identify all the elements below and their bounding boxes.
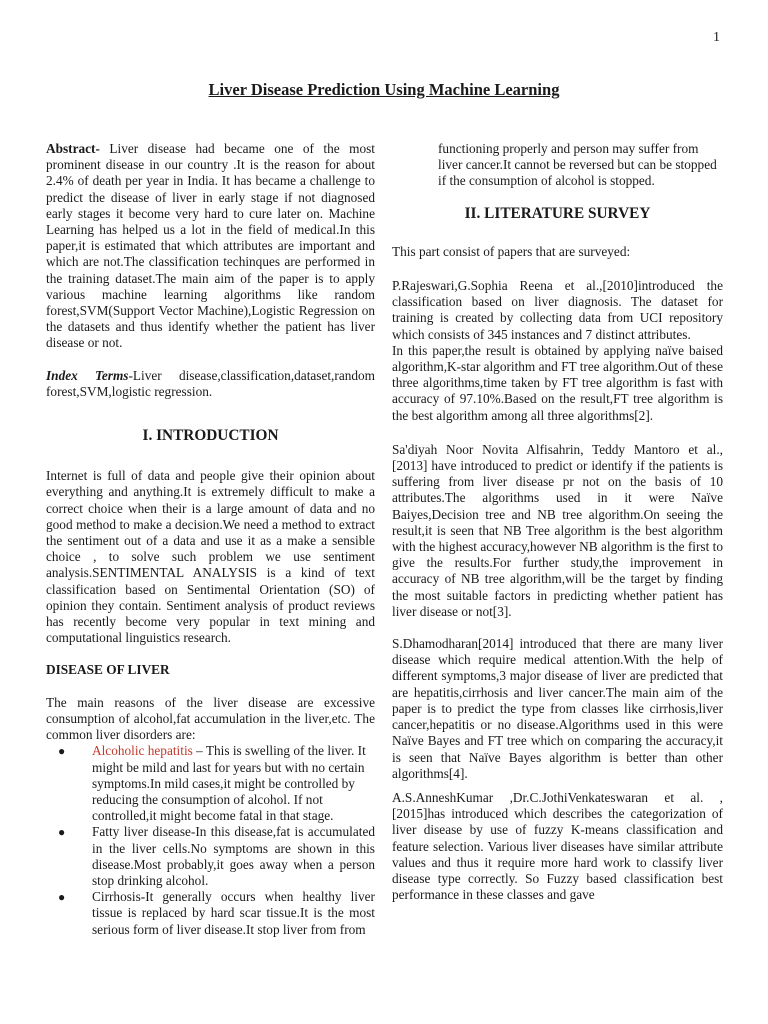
disease-text: Fatty liver disease-In this disease,fat is accumulated in the liver cells.No symptoms are shown in this disease.Most probably,it goes away when a person stop drinking alcohol. — [92, 824, 375, 888]
bullet-icon: ● — [58, 890, 66, 905]
literature-heading: II. LITERATURE SURVEY — [464, 204, 651, 222]
list-item — [46, 743, 375, 824]
abstract — [46, 141, 375, 352]
list-item — [46, 889, 375, 938]
introduction-heading: I. INTRODUCTION — [142, 427, 279, 445]
index-terms — [46, 368, 375, 400]
index-terms-text: -Liver disease,classification,dataset,random forest,SVM,logistic regression. — [46, 367, 376, 399]
introduction-text: Internet is full of data and people give their opinion about everything and anything.It is extremely difficult to make a correct choice when their is a large amount of data and no good method to make a decision.We need a method to extract the sentiment out of a data and use it as a make a sensible choice , to solve such problem we use sentiment analysis.SENTIMENTAL ANALYSIS is a kind of text classification based on Sentimental Orientation (SO) of opinion they contain. Sentiment analysis of product reviews has recently become very popular in text mining and computational linguistics research. — [46, 468, 375, 646]
paper-title: Liver Disease Prediction Using Machine Learning — [208, 80, 560, 99]
disease-text: – This is swelling of the liver. It might be mild and last for years but with no certain symptoms.In mild cases,it might be controlled by reducing the consumption of alcohol. If not controlled,it might become fatal in that stage. — [92, 743, 366, 824]
abstract-text: Liver disease had became one of the most prominent disease in our country .It is the reason for about 2.4% of death per year in India. It has became a challenge to predict the disease of liver in early stage if not diagnosed early stages it become very hard to cure later on. Machine Learning has helped us a lot in the field of medical.In this paper,it is estimated that which attributes are important and which are not.The classification techinques are performed in the training dataset.The main aim of the paper is to apply various machine learning algorithms like random forest,SVM(Support Vector Machine),Logistic Regression on the datasets and thus identify whether the patient has liver disease or not. — [46, 141, 375, 351]
disease-continuation: functioning properly and person may suffer from liver cancer.It cannot be reversed but can be stopped if the consumption of alcohol is stopped. — [438, 141, 717, 189]
disease-intro: The main reasons of the liver disease are excessive consumption of alcohol,fat accumulation in the liver,etc. The common liver disorders are: — [46, 694, 375, 743]
index-terms-label: Index Terms — [46, 367, 129, 383]
disease-text: Cirrhosis-It generally occurs when healthy liver tissue is replaced by hard scar tissue.It is the most serious form of liver disease.It stop liver from from — [92, 889, 375, 937]
disease-list — [46, 743, 375, 937]
literature-paragraph: A.S.AnneshKumar ,Dr.C.JothiVenkateswaran et al. ,[2015]has introduced which describes the categorization of liver disease by use of fuzzy K-means classification and feature selection. Various liver diseases have similar attribute values and thus it require more hard work to classify liver disease type correctly. So Fuzzy based classification best performance in these classes and gave — [392, 789, 723, 903]
list-item — [46, 824, 375, 889]
literature-paragraph: In this paper,the result is obtained by applying naïve baised algorithm,K-star algorithm and FT tree algorithm.Out of these three algorithms,time taken by FT tree algorithm is fast with accuracy of 97.10%.Based on the result,FT tree algorithm is the best algorithm among all three algorithms[2]. — [392, 342, 723, 423]
disease-of-liver-heading: DISEASE OF LIVER — [46, 662, 170, 678]
literature-paragraph: Sa'diyah Noor Novita Alfisahrin, Teddy Mantoro et al., [2013] have introduced to predict or identify if the patients is suffering from liver disease pr not on the basis of 10 attributes.The algorithms used in it were Naïve Baiyes,Decision tree and NB tree algorithm.On seeing the result,it is seen that NB Tree algorithm is the best algorithm with the highest accuracy,however NB algorithm is the first to give the results.For further study,the improvement in accuracy of NB tree algorithm,will be the target by finding the most suitable factors in predicting whether patient has liver disease or not[3]. — [392, 441, 723, 619]
right-column — [392, 141, 723, 903]
abstract-label: Abstract- — [46, 141, 100, 156]
literature-intro: This part consist of papers that are surveyed: — [392, 243, 631, 259]
disease-name: Alcoholic hepatitis — [92, 743, 193, 759]
page-number: 1 — [713, 30, 720, 45]
left-column — [46, 141, 375, 938]
bullet-icon: ● — [58, 825, 66, 840]
literature-paragraph: P.Rajeswari,G.Sophia Reena et al.,[2010]introduced the classification based on liver diagnosis. The dataset for training is created by collecting data from UCI repository which consists of 345 instances and 7 distinct attributes. — [392, 278, 723, 342]
literature-paragraph: S.Dhamodharan[2014] introduced that there are many liver disease which require medical attention.With the help of different symptoms,3 major disease of liver are predicted that are hepatitis,cirrhosis and liver cancer.The main aim of the paper is to predict the type from classes like cirrhosis,liver cancer,hepatitis or no disease.Algorithms used in this were Naïve Bayes and FT tree which on comparing the accuracy,it is seen that Naïve Bayes algorithm is better than other algorithms[4]. — [392, 636, 723, 781]
bullet-icon: ● — [58, 744, 66, 759]
